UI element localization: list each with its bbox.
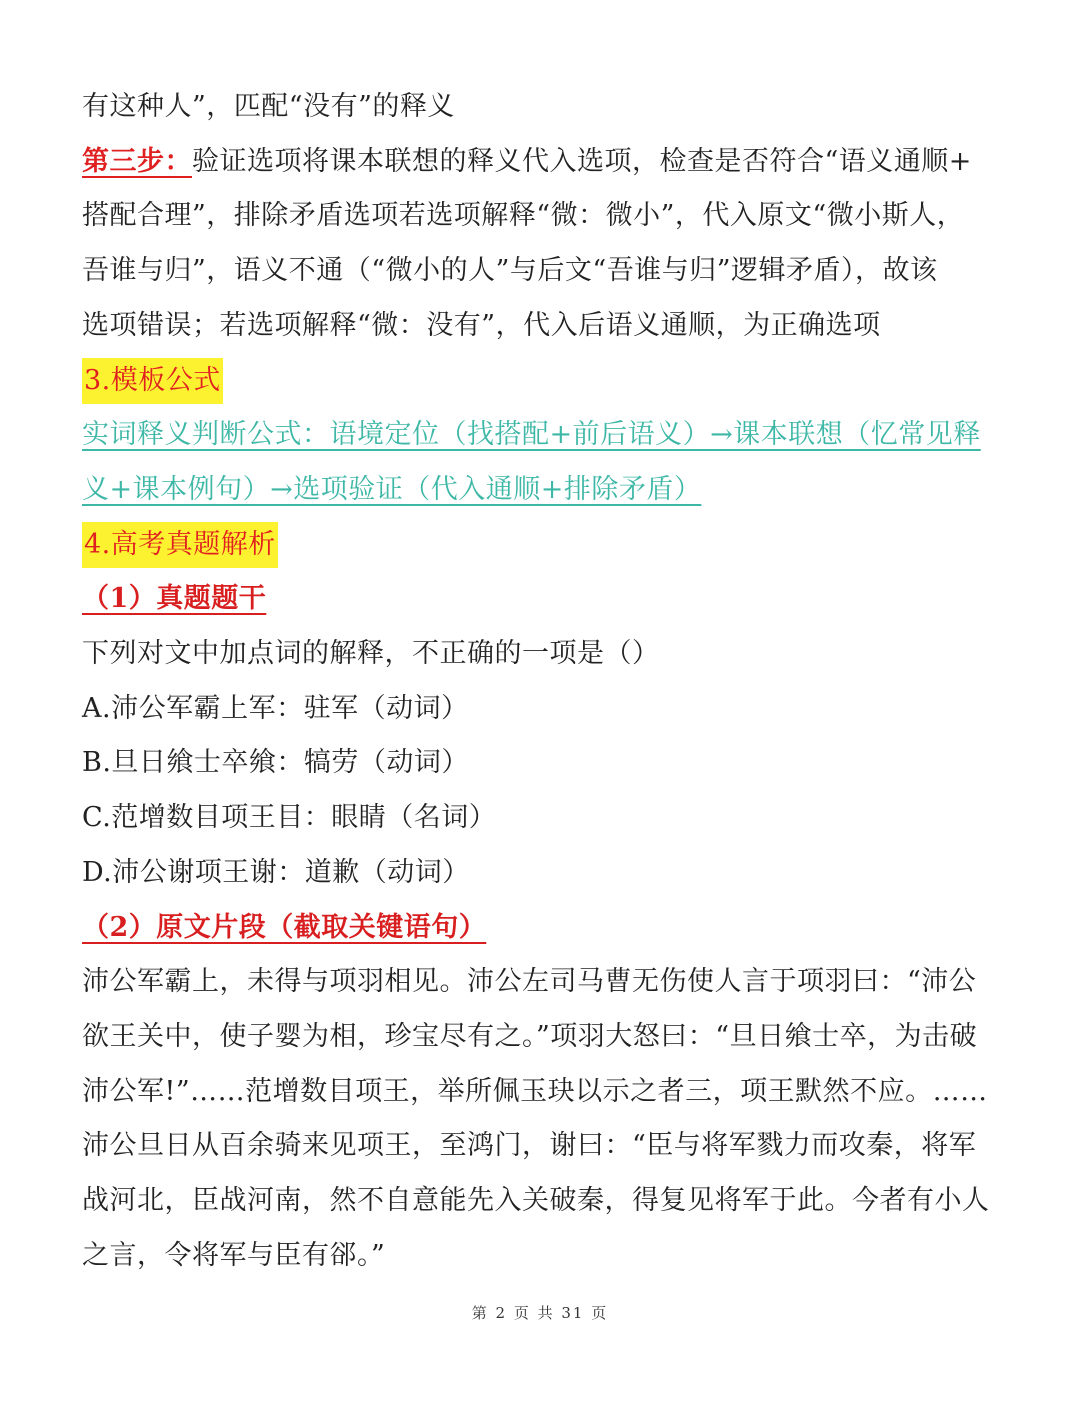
page-footer: 第 2 页 共 31 页	[471, 1304, 609, 1322]
section4-heading-row	[82, 518, 1002, 573]
option-c: C.范增数目项王目：眼睛（名词）	[82, 802, 497, 834]
formula-line-1-row	[82, 408, 1002, 463]
section3-heading-row	[82, 354, 1002, 409]
option-b: B.旦日飨士卒飨：犒劳（动词）	[82, 747, 469, 779]
passage-line-6: 之言，令将军与臣有郤。”	[82, 1239, 386, 1271]
sub-heading-passage: （2）原文片段（截取关键语句）	[82, 911, 487, 943]
formula-line-1: 实词释义判断公式：语境定位（找搭配+前后语义）→课本联想（忆常见释	[82, 419, 981, 451]
option-a: A.沛公军霸上军：驻军（动词）	[82, 692, 469, 724]
sub-heading-question: （1）真题题干	[82, 583, 267, 615]
passage-line-3: 沛公军!”……范增数目项王，举所佩玉玦以示之者三，项王默然不应。……	[82, 1075, 988, 1107]
step3-line-2: 搭配合理”，排除矛盾选项若选项解释“微：微小”，代入原文“微小斯人，	[82, 200, 965, 232]
passage-line-5: 战河北，臣战河南，然不自意能先入关破秦，得复见将军于此。今者有小人	[82, 1185, 990, 1217]
step3-line-1	[82, 135, 1002, 190]
passage-line-1: 沛公军霸上，未得与项羽相见。沛公左司马曹无伤使人言于项羽曰：“沛公	[82, 966, 977, 998]
passage-line-2: 欲王关中，使子婴为相，珍宝尽有之。”项羽大怒曰：“旦日飨士卒，为击破	[82, 1020, 978, 1052]
question-stem: 下列对文中加点词的解释，不正确的一项是（）	[82, 638, 660, 670]
sub-heading-1-row	[82, 572, 1002, 627]
section3-heading: 3.模板公式	[82, 358, 223, 404]
formula-line-2: 义+课本例句）→选项验证（代入通顺+排除矛盾）	[82, 473, 702, 505]
option-d: D.沛公谢项王谢：道歉（动词）	[82, 856, 470, 888]
step3-line-4: 选项错误；若选项解释“微：没有”，代入后语义通顺，为正确选项	[82, 309, 881, 341]
step3-line-3: 吾谁与归”，语义不通（“微小的人”与后文“吾谁与归”逻辑矛盾），故该	[82, 255, 938, 287]
passage-line-4: 沛公旦日从百余骑来见项王，至鸿门，谢曰：“臣与将军戮力而攻秦，将军	[82, 1130, 977, 1162]
page-content	[82, 80, 1002, 1283]
section4-heading: 4.高考真题解析	[82, 522, 278, 568]
formula-line-2-row	[82, 463, 1002, 518]
step3-label: 第三步：	[82, 145, 192, 177]
step3-text-1: 验证选项将课本联想的释义代入选项，检查是否符合“语义通顺+	[192, 145, 972, 177]
intro-line: 有这种人”，匹配“没有”的释义	[82, 91, 455, 122]
sub-heading-2-row	[82, 901, 1002, 956]
